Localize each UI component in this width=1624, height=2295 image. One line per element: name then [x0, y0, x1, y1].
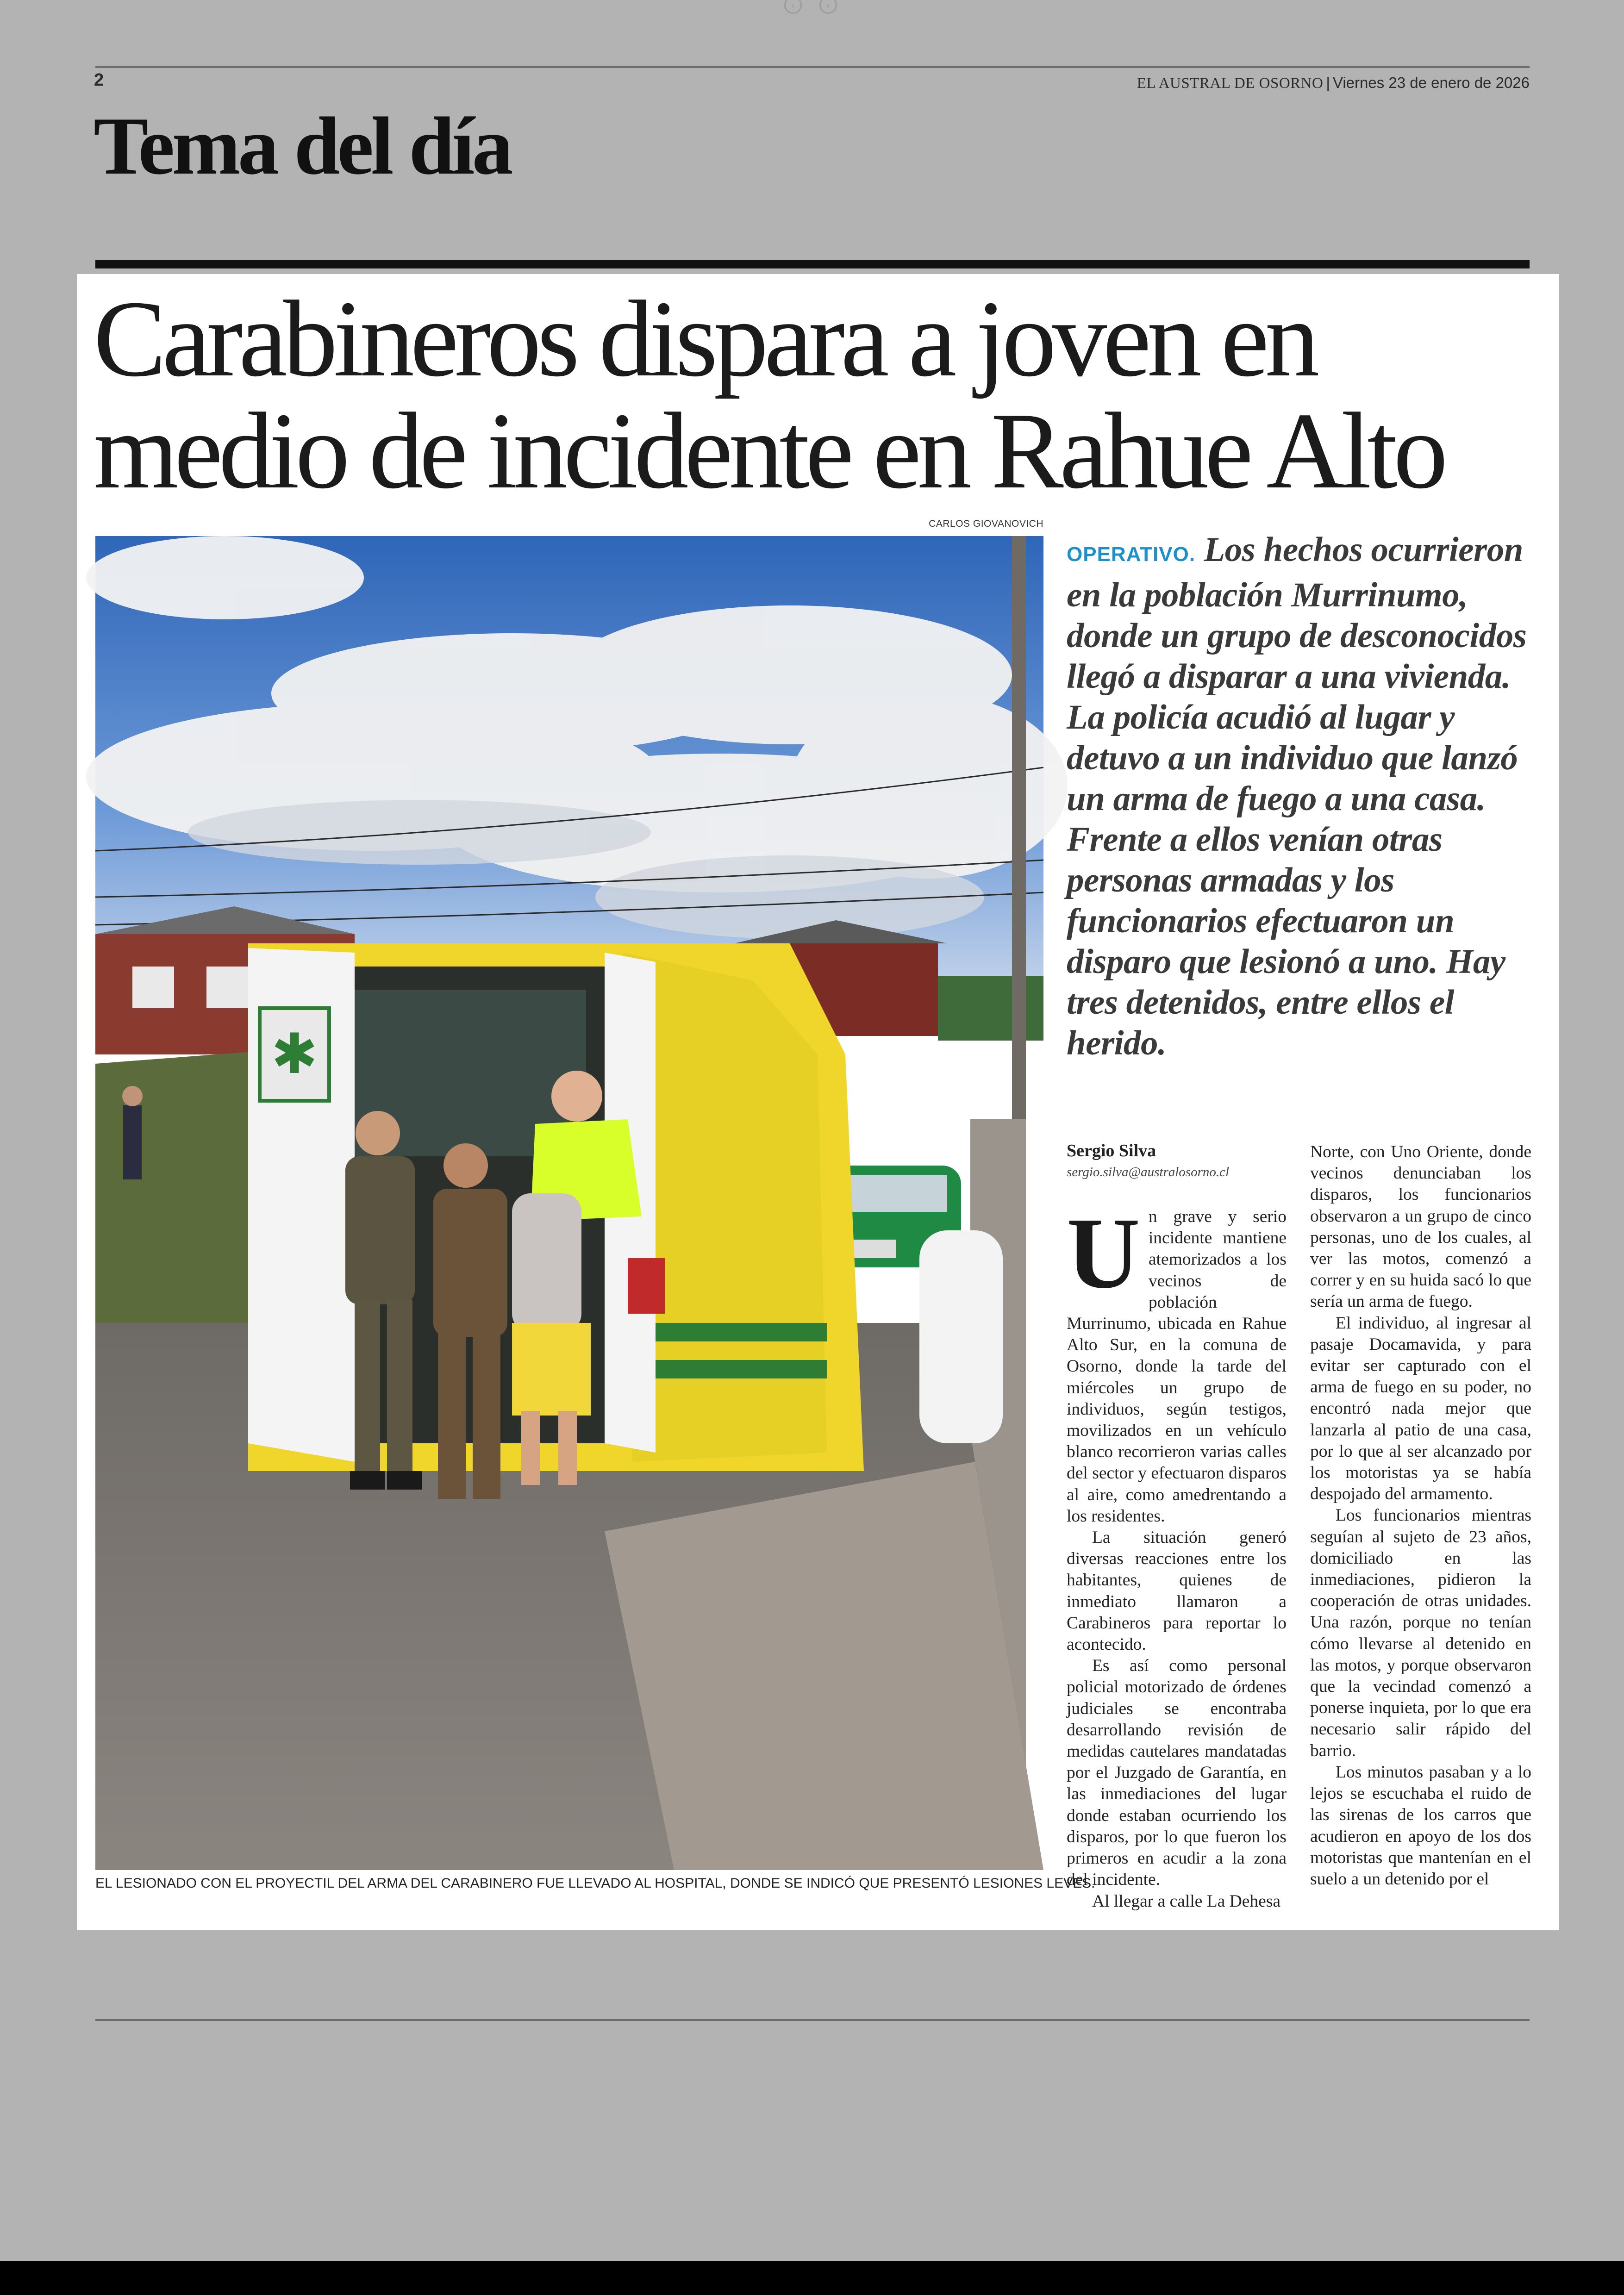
body-paragraph: Los minutos pasaban y a lo lejos se escuchaba el ruido de las sirenas de los carros que acudieron en apoyo de los dos motoristas que mantenían en el suelo a un detenido por el [1310, 1762, 1531, 1889]
article-photo [95, 536, 1043, 1870]
body-column-1 [1067, 1197, 1287, 1911]
headline: Carabineros dispara a joven en medio de incidente en Rahue Alto [94, 279, 1444, 511]
masthead [1137, 74, 1530, 92]
photo-caption: EL LESIONADO CON EL PROYECTIL DEL ARMA DEL CARABINERO FUE LLEVADO AL HOSPITAL, DONDE SE INDICÓ QUE PRESENTÓ LESIONES LEVES. [95, 1876, 1095, 1891]
section-rule [95, 260, 1530, 268]
svg-text:✱: ✱ [271, 1022, 318, 1086]
page-number: 2 [94, 70, 104, 90]
publication-name: EL AUSTRAL DE OSORNO [1137, 75, 1324, 92]
body-paragraph: Norte, con Uno Oriente, donde vecinos denunciaban los disparos, los funcionarios observaron a un grupo de cinco personas, uno de los cuales, al ver las motos, comenzó a correr y en su huida sacó lo que sería un arma de fuego. [1310, 1142, 1531, 1311]
body-column-2 [1310, 1141, 1531, 1896]
author-email[interactable]: sergio.silva@australosorno.cl [1067, 1165, 1230, 1179]
lead-paragraph [1067, 530, 1534, 1064]
header-rule [95, 66, 1530, 68]
body-paragraph: El individuo, al ingresar al pasaje Docamavida, y para evitar ser capturado con el arma de fuego en su poder, no encontró nada mejor que lanzarla al patio de una casa, por lo que al ser alcanzado por los motoristas ya se había despojado del armamento. [1310, 1313, 1531, 1504]
kicker: OPERATIVO. [1067, 543, 1196, 566]
footer-rule [95, 2019, 1530, 2021]
body-paragraph: Es así como personal policial motorizado de órdenes judiciales se encontraba desarrollando revisión de medidas cautelares mandatadas por el Juzgado de Garantía, en las inmediaciones del lugar donde estaban ocurriendo los disparos, por lo que fueron los primeros en acudir a la zona del incidente. [1067, 1656, 1287, 1890]
body-paragraph: Al llegar a calle La Dehesa [1092, 1891, 1281, 1911]
lead-text: Los hechos ocurrieron en la población Murrinumo, donde un grupo de desconocidos llegó a disparar a una vivienda. La policía acudió al lugar y detuvo a un individuo que lanzó un arma de fuego a una casa. Frente a ellos venían otras personas armadas y los funcionarios efectuaron un disparo que lesionó a uno. Hay tres detenidos, entre ellos el herido. [1067, 530, 1527, 1062]
drop-cap: U [1067, 1197, 1140, 1310]
author-name: Sergio Silva [1067, 1141, 1156, 1160]
body-paragraph: La situación generó diversas reacciones entre los habitantes, quienes de inmediato llamaron a Carabineros para reportar lo acontecido. [1067, 1528, 1287, 1654]
section-title: Tema del día [94, 100, 511, 192]
body-paragraph: n grave y serio incidente mantiene atemorizados a los vecinos de población Murrinumo, ubicada en Rahue Alto Sur, en la comuna de Osorno, donde la tarde del miércoles un grupo de individuos, según testigos, movilizados en un vehículo blanco recorrieron varias calles del sector y efectuaron disparos al aire, como amedrentando a los residentes. [1067, 1207, 1287, 1526]
publication-date: Viernes 23 de enero de 2026 [1332, 74, 1530, 91]
page-next-icon[interactable]: › [819, 0, 837, 14]
viewer-bottom-bar [0, 2261, 1624, 2295]
page-prev-icon[interactable]: ‹ [784, 0, 802, 14]
ambulance-scene-image [95, 536, 1043, 1870]
body-paragraph: Los funcionarios mientras seguían al sujeto de 23 años, domiciliado en las inmediaciones, pidieron la cooperación de otras unidades. Una razón, porque no tenían cómo llevarse al detenido en las motos, y porque observaron que la vecindad comenzó a ponerse inquieta, por lo que era necesario salir rápido del barrio. [1310, 1506, 1531, 1760]
photo-credit: CARLOS GIOVANOVICH [929, 518, 1043, 529]
masthead-separator: | [1326, 74, 1330, 91]
